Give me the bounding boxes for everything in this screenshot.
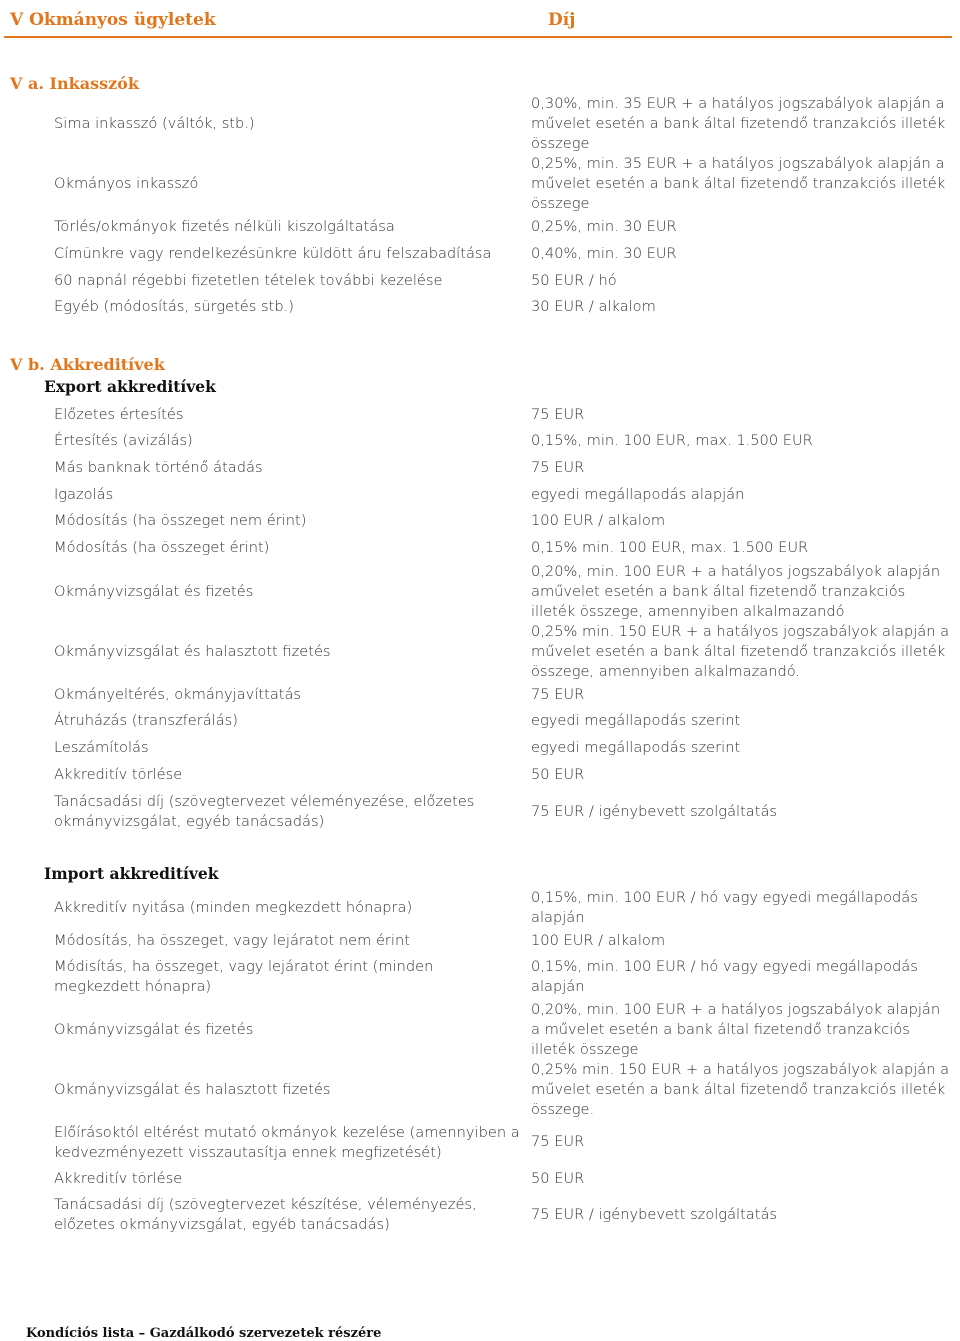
row-label: Akkreditív törlése <box>54 766 183 783</box>
row-value: egyedi megállapodás szerint <box>531 712 741 729</box>
row-value: 75 EUR <box>531 1133 585 1150</box>
row-label: Előírásoktól eltérést mutató okmányok kezelése (amennyiben a kedvezményezett visszautasítja ennek megfizetését) <box>54 1124 520 1161</box>
row-value: 0,15%, min. 100 EUR / hó vagy egyedi megállapodás alapján <box>531 889 918 926</box>
row-value: 0,15% min. 100 EUR, max. 1.500 EUR <box>531 539 809 556</box>
row-value: 0,20%, min. 100 EUR + a hatályos jogszabályok alapján a művelet esetén a bank által fizetendő tranzakciós illeték összege <box>531 1001 941 1058</box>
table-header <box>0 0 960 40</box>
row-value: 0,40%, min. 30 EUR <box>531 245 677 262</box>
row-value: 0,15%, min. 100 EUR / hó vagy egyedi megállapodás alapján <box>531 958 918 995</box>
row-label: Sima inkasszó (váltók, stb.) <box>54 115 255 132</box>
row-label: Előzetes értesítés <box>54 406 184 423</box>
row-value: 50 EUR / hó <box>531 272 617 289</box>
row-label: Tanácsadási díj (szövegtervezet készítése, véleményezés, előzetes okmányvizsgálat, egyéb tanácsadás) <box>54 1196 477 1233</box>
row-value: 75 EUR <box>531 459 585 476</box>
row-label: Más banknak történő átadás <box>54 459 263 476</box>
row-value: 0,15%, min. 100 EUR, max. 1.500 EUR <box>531 432 813 449</box>
chapter-title: V Okmányos ügyletek <box>10 10 216 30</box>
row-label: 60 napnál régebbi fizetetlen tételek további kezelése <box>54 272 443 289</box>
row-value: 75 EUR <box>531 406 585 423</box>
row-value: 0,25%, min. 30 EUR <box>531 218 677 235</box>
row-label: Leszámítolás <box>54 739 149 756</box>
row-label: Címünkre vagy rendelkezésünkre küldött áru felszabadítása <box>54 245 492 262</box>
row-label: Akkreditív nyitása (minden megkezdett hónapra) <box>54 899 413 916</box>
row-value: 100 EUR / alkalom <box>531 512 666 529</box>
row-label: Módosítás, ha összeget, vagy lejáratot nem érint <box>54 932 410 949</box>
header-divider <box>4 36 952 38</box>
section-title-inkasszok: V a. Inkasszók <box>10 74 139 93</box>
page-footer: Kondíciós lista – Gazdálkodó szervezetek részére <box>26 1326 382 1341</box>
fee-column-header: Díj <box>548 10 576 30</box>
row-value: 75 EUR / igénybevett szolgáltatás <box>531 803 777 820</box>
row-value: 75 EUR <box>531 686 585 703</box>
subsection-title-export: Export akkreditívek <box>44 377 216 396</box>
row-label: Törlés/okmányok fizetés nélküli kiszolgáltatása <box>54 218 395 235</box>
row-value: 30 EUR / alkalom <box>531 298 656 315</box>
row-value: 0,25%, min. 35 EUR + a hatályos jogszabályok alapján a művelet esetén a bank által fizetendő tranzakciós illeték összege <box>531 155 946 212</box>
row-label: Okmányeltérés, okmányjavíttatás <box>54 686 302 703</box>
row-label: Okmányvizsgálat és fizetés <box>54 1021 254 1038</box>
row-value: 0,20%, min. 100 EUR + a hatályos jogszabályok alapján aművelet esetén a bank által fizetendő tranzakciós illeték összege, amennyiben alkalmazandó <box>531 563 941 620</box>
subsection-title-import: Import akkreditívek <box>44 864 219 883</box>
row-label: Módosítás (ha összeget érint) <box>54 539 270 556</box>
row-value: 50 EUR <box>531 1170 585 1187</box>
row-value: 100 EUR / alkalom <box>531 932 666 949</box>
section-title-akkreditivek: V b. Akkreditívek <box>10 355 165 374</box>
row-value: 0,25% min. 150 EUR + a hatályos jogszabályok alapján a művelet esetén a bank által fizetendő tranzakciós illeték összege, amennyiben alkalmazandó. <box>531 623 950 680</box>
row-value: egyedi megállapodás szerint <box>531 739 741 756</box>
row-label: Okmányvizsgálat és halasztott fizetés <box>54 1081 331 1098</box>
row-label: Egyéb (módosítás, sürgetés stb.) <box>54 298 294 315</box>
row-value: 75 EUR / igénybevett szolgáltatás <box>531 1206 777 1223</box>
row-value: 50 EUR <box>531 766 585 783</box>
row-label: Értesítés (avizálás) <box>54 432 193 449</box>
row-label: Akkreditív törlése <box>54 1170 183 1187</box>
row-value: 0,30%, min. 35 EUR + a hatályos jogszabályok alapján a művelet esetén a bank által fizetendő tranzakciós illeték összege <box>531 95 946 152</box>
row-label: Okmányos inkasszó <box>54 175 199 192</box>
row-value: 0,25% min. 150 EUR + a hatályos jogszabályok alapján a művelet esetén a bank által fizetendő tranzakciós illeték összege. <box>531 1061 950 1118</box>
row-label: Okmányvizsgálat és halasztott fizetés <box>54 643 331 660</box>
row-label: Okmányvizsgálat és fizetés <box>54 583 254 600</box>
row-label: Módosítás (ha összeget nem érint) <box>54 512 307 529</box>
row-label: Igazolás <box>54 486 114 503</box>
row-label: Módisítás, ha összeget, vagy lejáratot érint (minden megkezdett hónapra) <box>54 958 434 995</box>
row-value: egyedi megállapodás alapján <box>531 486 745 503</box>
row-label: Tanácsadási díj (szövegtervezet véleményezése, előzetes okmányvizsgálat, egyéb tanácsadás) <box>54 793 475 830</box>
row-label: Átruházás (transzferálás) <box>54 712 238 729</box>
